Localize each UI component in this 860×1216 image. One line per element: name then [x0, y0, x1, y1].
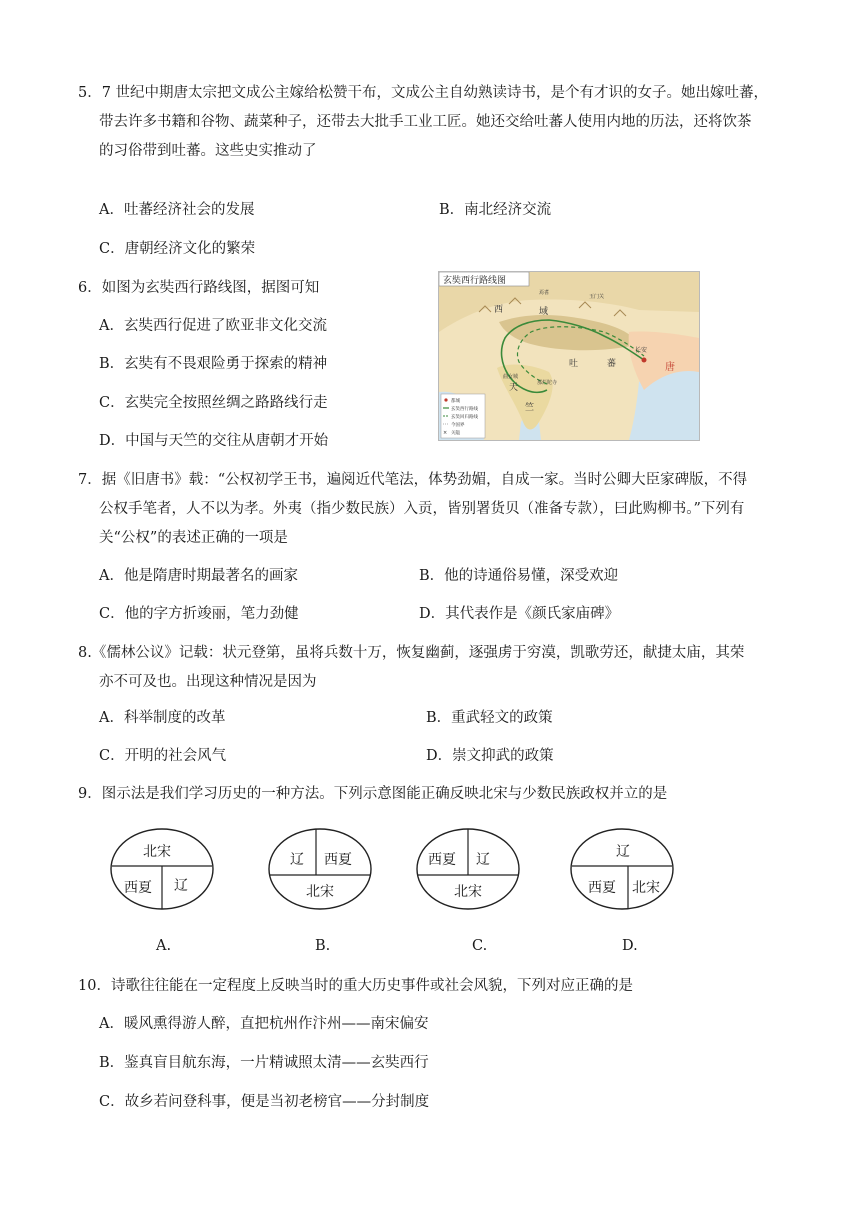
q5-option-b[interactable]: B．南北经济交流 — [439, 202, 552, 218]
q9-a-cell-right: 辽 — [174, 878, 188, 894]
map-legend-route-out: 玄奘西行路线 — [451, 407, 478, 412]
q9-c-cell-left: 西夏 — [428, 852, 456, 868]
map-label-tang: 唐 — [665, 362, 675, 373]
q9-diagram-c[interactable] — [416, 828, 520, 910]
q9-d-cell-left: 西夏 — [588, 880, 616, 896]
q9-diagram-d[interactable] — [570, 828, 674, 910]
map-legend-route-back: 玄奘回归路线 — [451, 415, 478, 420]
q8-stem-line-1: 8.《儒林公议》记载：状元登第，虽将兵数十万，恢复幽蓟，逐强虏于穷漠，凯歌劳还，献捷太庙，其荣 — [78, 645, 745, 661]
q9-a-cell-left: 西夏 — [124, 880, 152, 896]
q9-label-d: D. — [622, 938, 638, 954]
map-label-bo: 蕃 — [607, 359, 617, 369]
q5-option-a[interactable]: A．吐蕃经济社会的发展 — [99, 202, 255, 218]
q6-option-b[interactable]: B．玄奘有不畏艰险勇于探索的精神 — [99, 356, 328, 372]
map-label-tu: 吐 — [569, 359, 579, 369]
q10-option-c[interactable]: C．故乡若问登科事，便是当初老榜官——分封制度 — [99, 1094, 430, 1110]
q5-stem-line-3: 的习俗带到吐蕃。这些史实推动了 — [99, 143, 317, 159]
q8-option-c[interactable]: C．开明的社会风气 — [99, 748, 227, 764]
q9-d-cell-top: 辽 — [616, 844, 630, 860]
q10-stem: 10．诗歌往往能在一定程度上反映当时的重大历史事件或社会风貌，下列对应正确的是 — [78, 978, 633, 994]
q9-d-cell-right: 北宋 — [632, 880, 660, 896]
q5-stem-line-1: 5．7 世纪中期唐太宗把文成公主嫁给松赞干布，文成公主自幼熟读诗书，是个有才识的女子。她出嫁吐蕃， — [78, 85, 769, 101]
q8-option-d[interactable]: D．崇文抑武的政策 — [426, 748, 554, 764]
q9-b-cell-right: 西夏 — [324, 852, 352, 868]
q5-option-c[interactable]: C．唐朝经济文化的繁荣 — [99, 241, 256, 257]
map-label-yumenguan: 玉门关 — [589, 294, 605, 300]
xuanzang-route-map — [438, 271, 700, 441]
q7-stem-line-2: 公权手笔者，人不以为孝。外夷（指少数民族）入贡，皆别署货贝（准备专款），曰此购柳书。”下列有 — [99, 501, 745, 517]
q9-c-cell-right: 辽 — [476, 852, 490, 868]
q7-option-c[interactable]: C．他的字方折竣丽，笔力劲健 — [99, 606, 299, 622]
q10-option-a[interactable]: A．暖风熏得游人醉，直把杭州作汴州——南宋偏安 — [99, 1016, 429, 1032]
q9-label-c: C. — [472, 938, 488, 954]
map-graphic — [439, 272, 699, 440]
q7-option-d[interactable]: D．其代表作是《颜氏家庙碑》 — [419, 606, 620, 622]
q9-stem: 9．图示法是我们学习历史的一种方法。下列示意图能正确反映北宋与少数民族政权并立的是 — [78, 786, 668, 802]
q9-b-cell-left: 辽 — [290, 852, 304, 868]
q7-stem-line-1: 7．据《旧唐书》载：“公权初学王书，遍阅近代笔法，体势劲媚，自成一家。当时公卿大臣家碑版，不得 — [78, 472, 748, 488]
q8-stem-line-2: 亦不可及也。出现这种情况是因为 — [99, 674, 317, 690]
map-legend-pass: 关隘 — [451, 431, 460, 436]
map-label-yu: 域 — [539, 307, 549, 317]
q9-diagram-b[interactable] — [268, 828, 372, 910]
q7-option-a[interactable]: A．他是隋唐时期最著名的画家 — [99, 568, 298, 584]
q7-stem-line-3: 关“公权”的表述正确的一项是 — [99, 530, 288, 546]
q8-option-a[interactable]: A．科举制度的改革 — [99, 710, 226, 726]
q6-option-c[interactable]: C．玄奘完全按照丝绸之路路线行走 — [99, 395, 328, 411]
q9-a-cell-top: 北宋 — [143, 844, 171, 860]
q9-diagram-a[interactable] — [110, 828, 214, 910]
map-label-yanqi: 焉耆 — [539, 290, 550, 296]
q10-option-b[interactable]: B．鉴真盲目航东海，一片精诚照太清——玄奘西行 — [99, 1055, 429, 1071]
map-label-changan: 长安 — [635, 347, 648, 354]
map-label-qunvcheng: 曲女城 — [503, 374, 519, 380]
q9-c-cell-bottom: 北宋 — [454, 884, 482, 900]
map-label-zhu: 竺 — [525, 403, 535, 413]
map-legend-border: 今国界 — [451, 423, 465, 428]
q7-option-b[interactable]: B．他的诗通俗易懂，深受欢迎 — [419, 568, 619, 584]
map-label-xi: 西 — [494, 305, 504, 315]
q6-stem: 6．如图为玄奘西行路线图，据图可知 — [78, 280, 320, 296]
q9-b-cell-bottom: 北宋 — [306, 884, 334, 900]
map-title: 玄奘西行路线图 — [443, 276, 507, 286]
svg-text:×: × — [443, 430, 448, 436]
q6-option-a[interactable]: A．玄奘西行促进了欧亚非文化交流 — [99, 318, 327, 334]
q6-option-d[interactable]: D．中国与天竺的交往从唐朝才开始 — [99, 433, 329, 449]
map-legend-capital: 都城 — [451, 399, 460, 404]
q5-stem-line-2: 带去许多书籍和谷物、蔬菜种子，还带去大批手工业工匠。她还交给吐蕃人使用内地的历法，还将饮茶 — [99, 114, 752, 130]
q9-label-b: B. — [315, 938, 331, 954]
map-label-tian: 天 — [509, 383, 519, 393]
q8-option-b[interactable]: B．重武轻文的政策 — [426, 710, 553, 726]
map-label-nalantuo: 那烂陀寺 — [537, 380, 558, 386]
q9-label-a: A. — [156, 938, 172, 954]
